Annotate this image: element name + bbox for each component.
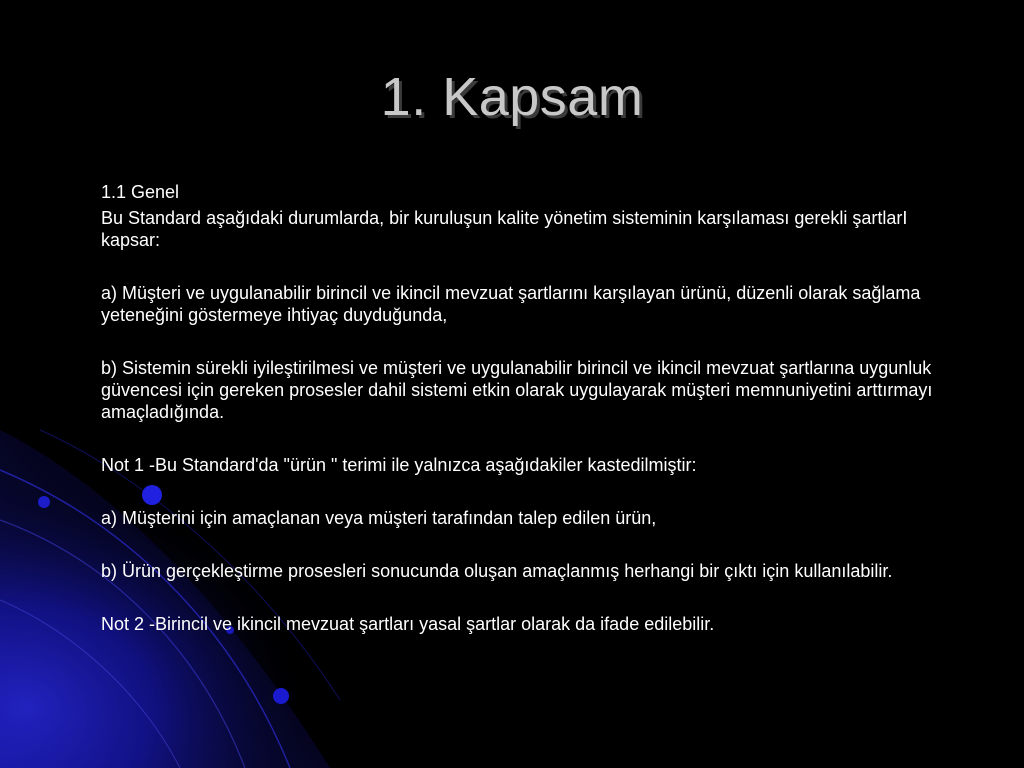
paragraph-note-1-b: b) Ürün gerçekleştirme prosesleri sonucunda oluşan amaçlanmış herhangi bir çıktı için kullanılabilir. xyxy=(101,561,893,581)
section-subheading: 1.1 Genel xyxy=(101,182,180,202)
paragraph-note-1: Not 1 -Bu Standard'da "ürün " terimi ile yalnızca aşağıdakiler kastedilmiştir: xyxy=(101,455,697,475)
paragraph-note-1-a: a) Müşterini için amaçlanan veya müşteri tarafından talep edilen ürün, xyxy=(101,508,657,528)
paragraph-item-a: a) Müşteri ve uygulanabilir birincil ve ikincil mevzuat şartlarını karşılayan ürünü, düzenli olarak sağlama yeteneğini göstermeye ihtiyaç duyduğunda, xyxy=(101,283,921,325)
decor-dot xyxy=(38,496,50,508)
decor-dot xyxy=(273,688,289,704)
paragraph-scope-intro: Bu Standard aşağıdaki durumlarda, bir kuruluşun kalite yönetim sisteminin karşılaması gerekli şartlarI kapsar: xyxy=(101,208,908,250)
paragraph-item-b: b) Sistemin sürekli iyileştirilmesi ve müşteri ve uygulanabilir birincil ve ikincil mevzuat şartlarına uygunluk güvencesi için gereken prosesler dahil sistemi etkin olarak uygulayarak müşteri memnuniyetini arttırmayı amaçladığında. xyxy=(101,358,933,422)
slide-body xyxy=(101,181,961,635)
paragraph-note-2: Not 2 -Birincil ve ikincil mevzuat şartları yasal şartlar olarak da ifade edilebilir. xyxy=(101,614,715,634)
slide-title: 1. Kapsam xyxy=(380,67,644,127)
